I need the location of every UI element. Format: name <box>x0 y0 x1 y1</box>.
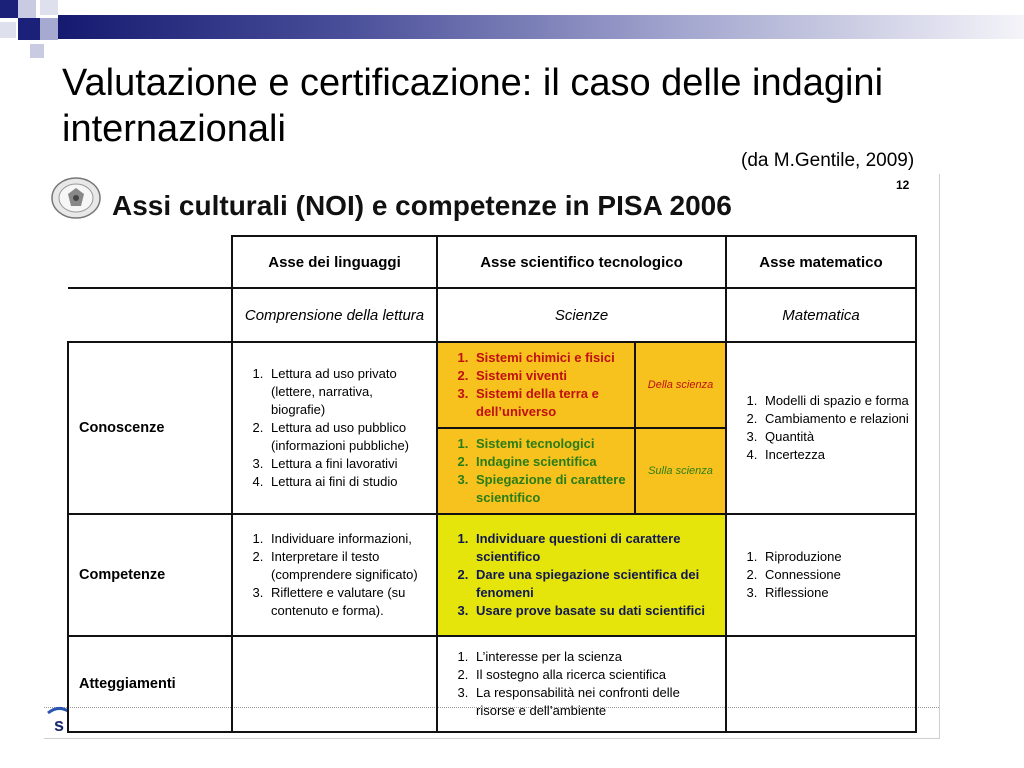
list-item: 4. Lettura ai fini di studio <box>267 473 430 491</box>
atteggiamenti-linguaggi <box>232 636 437 732</box>
header-scientifico: Asse scientifico tecnologico <box>437 236 726 288</box>
list-item: 1. Individuare questioni di carattere scientifico <box>472 530 719 566</box>
sulla-scienza-note: Sulla scienza <box>635 428 726 514</box>
atteggiamenti-scientifico <box>437 636 726 732</box>
list-item: 3. Usare prove basate su dati scientifici <box>472 602 719 620</box>
list-item: 1. Lettura ad uso privato (lettere, narrativa, biografie) <box>267 365 430 419</box>
competenze-matematico <box>726 514 916 636</box>
conoscenze-linguaggi <box>232 342 437 514</box>
row-label-competenze: Competenze <box>68 514 232 636</box>
row-label-conoscenze: Conoscenze <box>68 342 232 514</box>
list-item: 1. L’interesse per la scienza <box>472 648 719 666</box>
list-item: 2. Sistemi viventi <box>472 367 628 385</box>
subheader-linguaggi: Comprensione della lettura <box>232 288 437 342</box>
list-item: 4. Incertezza <box>761 446 909 464</box>
corner-cell-2 <box>68 288 232 342</box>
competenze-linguaggi <box>232 514 437 636</box>
list-item: 3. Quantità <box>761 428 909 446</box>
decor-square-1 <box>0 0 18 18</box>
list-item: 2. Connessione <box>761 566 909 584</box>
competence-table-wrapper <box>67 235 917 733</box>
list-item: 1. Modelli di spazio e forma <box>761 392 909 410</box>
list-item: 2. Interpretare il testo (comprendere significato) <box>267 548 430 584</box>
sulla-scienza-items <box>437 428 635 514</box>
row-label-atteggiamenti: Atteggiamenti <box>68 636 232 732</box>
atteggiamenti-matematico <box>726 636 916 732</box>
list-item: 3. La responsabilità nei confronti delle risorse e dell’ambiente <box>472 684 719 720</box>
list-item: 1. Riproduzione <box>761 548 909 566</box>
decor-square-2 <box>18 0 36 18</box>
list-item: 3. Lettura a fini lavorativi <box>267 455 430 473</box>
slide-title: Valutazione e certificazione: il caso delle indagini internazionali <box>62 62 884 150</box>
decor-square-4 <box>18 18 40 40</box>
header-linguaggi: Asse dei linguaggi <box>232 236 437 288</box>
conoscenze-matematico <box>726 342 916 514</box>
list-item: 2. Il sostegno alla ricerca scientifica <box>472 666 719 684</box>
figure-heading: Assi culturali (NOI) e competenze in PISA 2006 <box>112 190 732 221</box>
competence-table <box>67 235 917 733</box>
decor-square-3 <box>40 0 58 15</box>
page-number: 12 <box>896 178 910 192</box>
list-item: 3. Spiegazione di carattere scientifico <box>472 471 628 507</box>
list-item: 2. Cambiamento e relazioni <box>761 410 909 428</box>
list-item: 1. Individuare informazioni, <box>267 530 430 548</box>
list-item: 2. Indagine scientifica <box>472 453 628 471</box>
list-item: 2. Dare una spiegazione scientifica dei fenomeni <box>472 566 719 602</box>
list-item: 3. Sistemi della terra e dell’universo <box>472 385 628 421</box>
header-matematico: Asse matematico <box>726 236 916 288</box>
decor-square-5 <box>0 22 16 38</box>
list-item: 3. Riflettere e valutare (su contenuto e forma). <box>267 584 430 620</box>
university-seal-icon <box>50 176 102 220</box>
slide-credit: (da M.Gentile, 2009) <box>741 150 915 171</box>
list-item: 3. Riflessione <box>761 584 909 602</box>
corner-cell <box>68 236 232 288</box>
title-bar <box>58 15 1024 39</box>
della-scienza-note: Della scienza <box>635 342 726 428</box>
svg-text:s: s <box>54 715 65 735</box>
subheader-scientifico: Scienze <box>437 288 726 342</box>
della-scienza-items <box>437 342 635 428</box>
subheader-matematico: Matematica <box>726 288 916 342</box>
decor-square-7 <box>30 44 44 58</box>
decor-square-6 <box>40 18 58 40</box>
list-item: 2. Lettura ad uso pubblico (informazioni pubbliche) <box>267 419 430 455</box>
list-item: 1. Sistemi chimici e fisici <box>472 349 628 367</box>
competenze-scientifico <box>437 514 726 636</box>
list-item: 1. Sistemi tecnologici <box>472 435 628 453</box>
